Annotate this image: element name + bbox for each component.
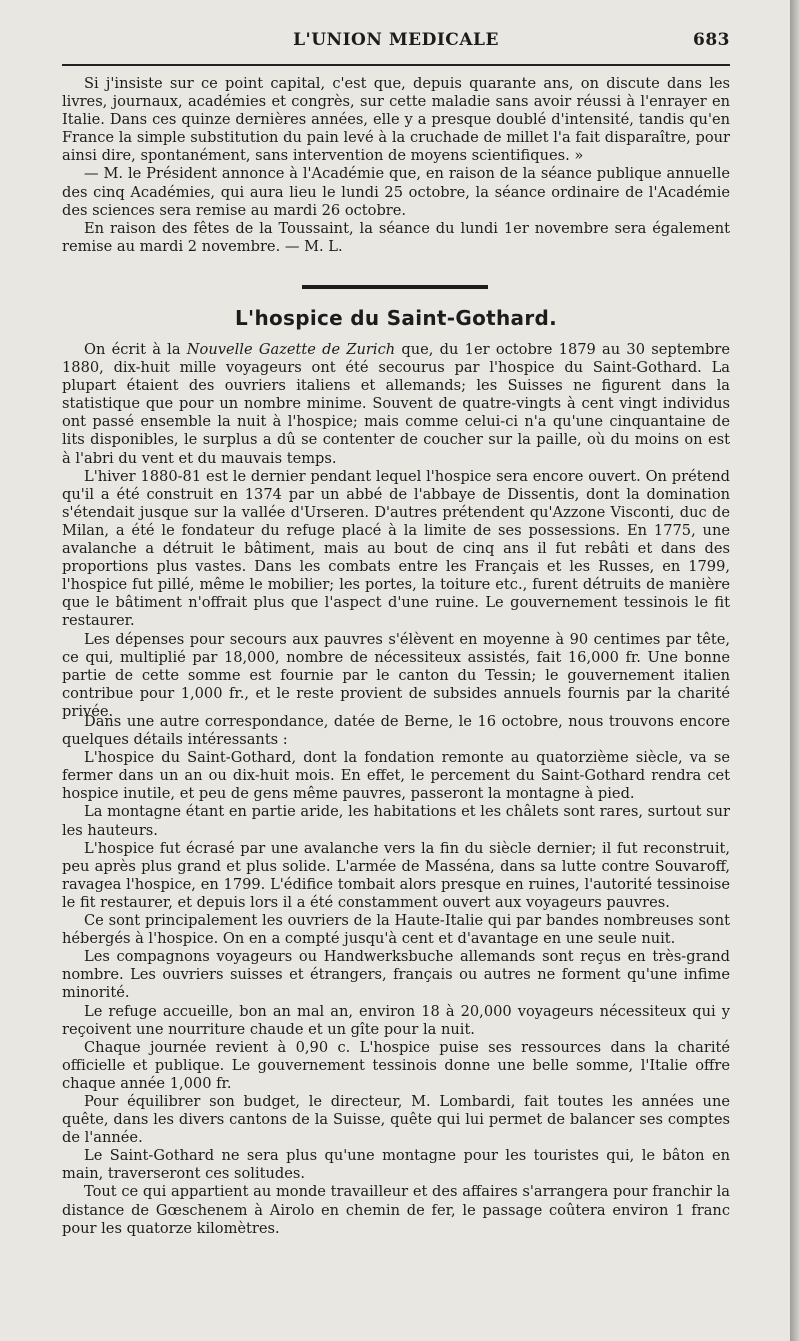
journal-title: L'UNION MEDICALE: [293, 30, 499, 50]
second-article-body: [62, 713, 730, 1238]
journal-name: Nouvelle Gazette de Zurich: [186, 341, 396, 358]
header-rule: [62, 64, 730, 66]
paragraph: Chaque journée revient à 0,90 c. L'hospice puise ses ressources dans la charité officielle et publique. Le gouvernement tessinois donne une belle somme, l'Italie offre chaque année 1,000 fr.: [62, 1038, 730, 1092]
paragraph: Si j'insiste sur ce point capital, c'est que, depuis quarante ans, on discute dans les livres, journaux, académies et congrès, sur cette maladie sans avoir réussi à l'enrayer en Italie. Dans ces quinze dernières années, elle y a presque doublé d'intensité, tandis qu'en France la simple substitution du pain levé à la cruchade de millet l'a fait disparaître, pour ainsi dire, spontanément, sans intervention de moyens scientifiques. »: [62, 75, 730, 165]
paragraph: L'hiver 1880-81 est le dernier pendant lequel l'hospice sera encore ouvert. On prétend qu'il a été construit en 1374 par un abbé de l'abbaye de Dissentis, dont la domination s'étendait jusque sur la vallée d'Urseren. D'autres prétendent qu'Azzone Visconti, duc de Milan, a été le fondateur du refuge placé à la limite de ses possessions. En 1775, une avalanche a détruit le bâtiment, mais au bout de cinq ans il fut rebâti et dans des proportions plus vastes. Dans les combats entre les Français et les Russes, en 1799, l'hospice fut pillé, même le mobilier; les portes, la toiture etc., furent détruits de manière que le bâtiment n'offrait plus que l'aspect d'une ruine. Le gouvernement tessinois le fit restaurer.: [62, 467, 730, 630]
paragraph-intro: [62, 341, 730, 468]
paragraph: L'hospice du Saint-Gothard, dont la fondation remonte au quatorzième siècle, va se fermer dans un an ou dix-huit mois. En effet, le percement du Saint-Gothard rendra cet hospice inutile, et peu de gens même pauvres, passeront la montagne à pied.: [62, 749, 730, 803]
section-separator: [302, 285, 488, 289]
paragraph: Les compagnons voyageurs ou Handwerksbuche allemands sont reçus en très-grand nombre. Les ouvriers suisses et étrangers, français ou autres ne forment qu'une infime minorité.: [62, 948, 730, 1002]
running-header: [62, 30, 730, 56]
article-body: [62, 341, 730, 721]
paragraph: En raison des fêtes de la Toussaint, la séance du lundi 1er novembre sera également remise au mardi 2 novembre. — M. L.: [62, 219, 730, 255]
intro-post: que, du 1er octobre 1879 au 30 septembre 1880, dix-huit mille voyageurs ont été secourus par l'hospice du Saint-Gothard. La plupart étaient des ouvriers italiens et allemands; les Suisses ne figurent dans la statistique que pour un nombre minime. Souvent de quatre-vingts à cent vingt individus ont passé ensemble la nuit à l'hospice; mais comme celui-ci n'a qu'une cinquantaine de lits disponibles, le surplus a dû se contenter de coucher sur la paille, où du moins on est à l'abri du vent et du mauvais temps.: [62, 341, 731, 467]
paragraph: Les dépenses pour secours aux pauvres s'élèvent en moyenne à 90 centimes par tête, ce qui, multiplié par 18,000, nombre de nécessiteux assistés, fait 16,000 fr. Une bonne partie de cette somme est fournie par le canton du Tessin; le gouvernement italien contribue pour 1,000 fr., et le reste provient de subsides annuels fournis par la charité privée.: [62, 630, 730, 720]
paragraph: L'hospice fut écrasé par une avalanche vers la fin du siècle dernier; il fut reconstruit, peu après plus grand et plus solide. L'armée de Masséna, dans sa lutte contre Souvaroff, ravagea l'hospice, en 1799. L'édifice tombait alors presque en ruines, l'autorité tessinoise le fit restaurer, et depuis lors il a été constamment ouvert aux voyageurs pauvres.: [62, 839, 730, 911]
page-edge: [790, 0, 800, 1341]
intro-pre: On écrit à la: [84, 341, 187, 358]
paragraph: Tout ce qui appartient au monde travailleur et des affaires s'arrangera pour franchir la distance de Gœschenem à Airolo en chemin de fer, le passage coûtera environ 1 franc pour les quatorze kilomètres.: [62, 1183, 730, 1237]
paragraph: Pour équilibrer son budget, le directeur, M. Lombardi, fait toutes les années une quête, dans les divers cantons de la Suisse, quête qui lui permet de balancer ses comptes de l'année.: [62, 1092, 730, 1147]
page-number: 683: [693, 30, 730, 50]
top-text-block: [62, 75, 730, 256]
paragraph: Ce sont principalement les ouvriers de la Haute-Italie qui par bandes nombreuses sont hébergés à l'hospice. On en a compté jusqu'à cent et d'avantage en une seule nuit.: [62, 912, 730, 948]
paragraph: Le Saint-Gothard ne sera plus qu'une montagne pour les touristes qui, le bâton en main, traverseront ces solitudes.: [62, 1147, 730, 1183]
paragraph: Le refuge accueille, bon an mal an, environ 18 à 20,000 voyageurs nécessiteux qui y reçoivent une nourriture chaude et un gîte pour la nuit.: [62, 1002, 730, 1038]
section-title: L'hospice du Saint-Gothard.: [234, 306, 557, 330]
paragraph: — M. le Président annonce à l'Académie que, en raison de la séance publique annuelle des cinq Académies, qui aura lieu le lundi 25 octobre, la séance ordinaire de l'Académie des sciences sera remise au mardi 26 octobre.: [62, 165, 730, 219]
paragraph: La montagne étant en partie aride, les habitations et les châlets sont rares, surtout sur les hauteurs.: [62, 803, 730, 839]
paragraph: Dans une autre correspondance, datée de Berne, le 16 octobre, nous trouvons encore quelques détails intéressants :: [62, 713, 730, 749]
